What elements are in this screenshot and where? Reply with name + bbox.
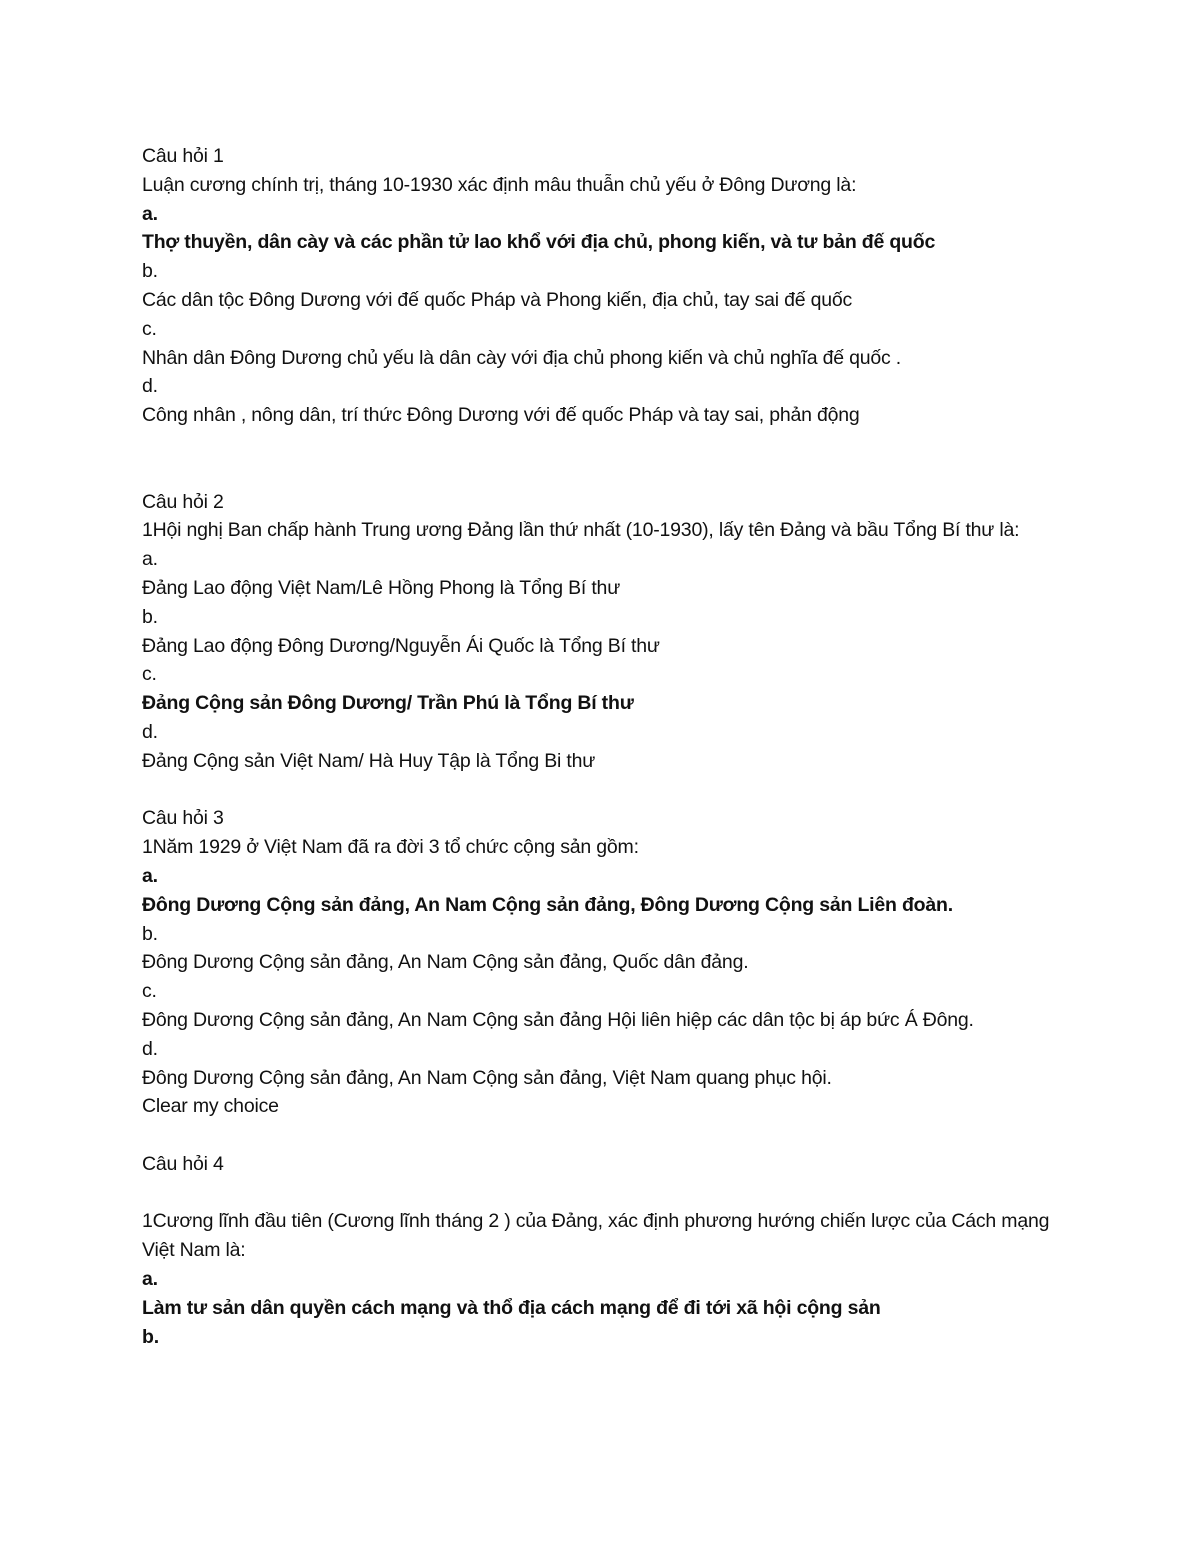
option-b-label: b. xyxy=(142,1325,159,1348)
option-a-text: Làm tư sản dân quyền cách mạng và thổ địa cách mạng để đi tới xã hội cộng sản xyxy=(142,1296,881,1319)
spacer xyxy=(142,430,1062,488)
option-c-label: c. xyxy=(142,317,157,340)
option-c-text: Đảng Cộng sản Đông Dương/ Trần Phú là Tổng Bí thư xyxy=(142,692,634,715)
option-c-text: Nhân dân Đông Dương chủ yếu là dân cày với địa chủ phong kiến và chủ nghĩa đế quốc . xyxy=(142,346,902,369)
document-page xyxy=(142,142,1062,1351)
option-a-text: Đảng Lao động Việt Nam/Lê Hồng Phong là Tổng Bí thư xyxy=(142,576,621,599)
option-c-label: c. xyxy=(142,663,157,686)
question-title: Câu hỏi 1 xyxy=(142,145,224,167)
spacer xyxy=(142,1179,1062,1208)
question-1 xyxy=(142,142,1062,430)
question-prompt: Luận cương chính trị, tháng 10-1930 xác định mâu thuẫn chủ yếu ở Đông Dương là: xyxy=(142,173,857,196)
option-d-label: d. xyxy=(142,720,158,743)
question-2 xyxy=(142,488,1062,776)
option-b-label: b. xyxy=(142,260,158,283)
question-title: Câu hỏi 4 xyxy=(142,1152,224,1175)
option-b-text: Đảng Lao động Đông Dương/Nguyễn Ái Quốc là Tổng Bí thư xyxy=(142,634,660,657)
option-a-label: a. xyxy=(142,548,158,571)
option-b-text: Đông Dương Cộng sản đảng, An Nam Cộng sản đảng, Quốc dân đảng. xyxy=(142,951,749,974)
option-b-label: b. xyxy=(142,922,158,945)
question-title: Câu hỏi 2 xyxy=(142,490,224,513)
option-d-label: d. xyxy=(142,1037,158,1060)
question-prompt: 1Hội nghị Ban chấp hành Trung ương Đảng lần thứ nhất (10-1930), lấy tên Đảng và bầu Tổng Bí thư là: xyxy=(142,519,1020,542)
option-b-label: b. xyxy=(142,605,158,628)
question-3 xyxy=(142,804,1062,1121)
option-d-text: Đông Dương Cộng sản đảng, An Nam Cộng sản đảng, Việt Nam quang phục hội. xyxy=(142,1066,832,1089)
question-title: Câu hỏi 3 xyxy=(142,807,224,830)
question-prompt: 1Năm 1929 ở Việt Nam đã ra đời 3 tổ chức cộng sản gồm: xyxy=(142,836,639,859)
option-c-label: c. xyxy=(142,980,157,1003)
option-d-text: Đảng Cộng sản Việt Nam/ Hà Huy Tập là Tổng Bi thư xyxy=(142,749,596,772)
clear-choice-link[interactable]: Clear my choice xyxy=(142,1095,279,1118)
option-a-label: a. xyxy=(142,1268,158,1291)
option-a-text: Thợ thuyền, dân cày và các phần tử lao khổ với địa chủ, phong kiến, và tư bản đế quốc xyxy=(142,231,936,254)
option-a-label: a. xyxy=(142,202,158,225)
option-b-text: Các dân tộc Đông Dương với đế quốc Pháp và Phong kiến, địa chủ, tay sai đế quốc xyxy=(142,288,853,311)
option-a-text: Đông Dương Cộng sản đảng, An Nam Cộng sản đảng, Đông Dương Cộng sản Liên đoàn. xyxy=(142,893,953,916)
option-c-text: Đông Dương Cộng sản đảng, An Nam Cộng sản đảng Hội liên hiệp các dân tộc bị áp bức Á Đông. xyxy=(142,1008,974,1031)
spacer xyxy=(142,1121,1062,1150)
option-d-text: Công nhân , nông dân, trí thức Đông Dương với đế quốc Pháp và tay sai, phản động xyxy=(142,404,860,427)
question-prompt: 1Cương lĩnh đầu tiên (Cương lĩnh tháng 2 ) của Đảng, xác định phương hướng chiến lược của Cách mạng Việt Nam là: xyxy=(142,1210,1050,1262)
option-d-label: d. xyxy=(142,375,158,398)
question-4 xyxy=(142,1150,1062,1352)
spacer xyxy=(142,776,1062,805)
option-a-label: a. xyxy=(142,864,158,887)
